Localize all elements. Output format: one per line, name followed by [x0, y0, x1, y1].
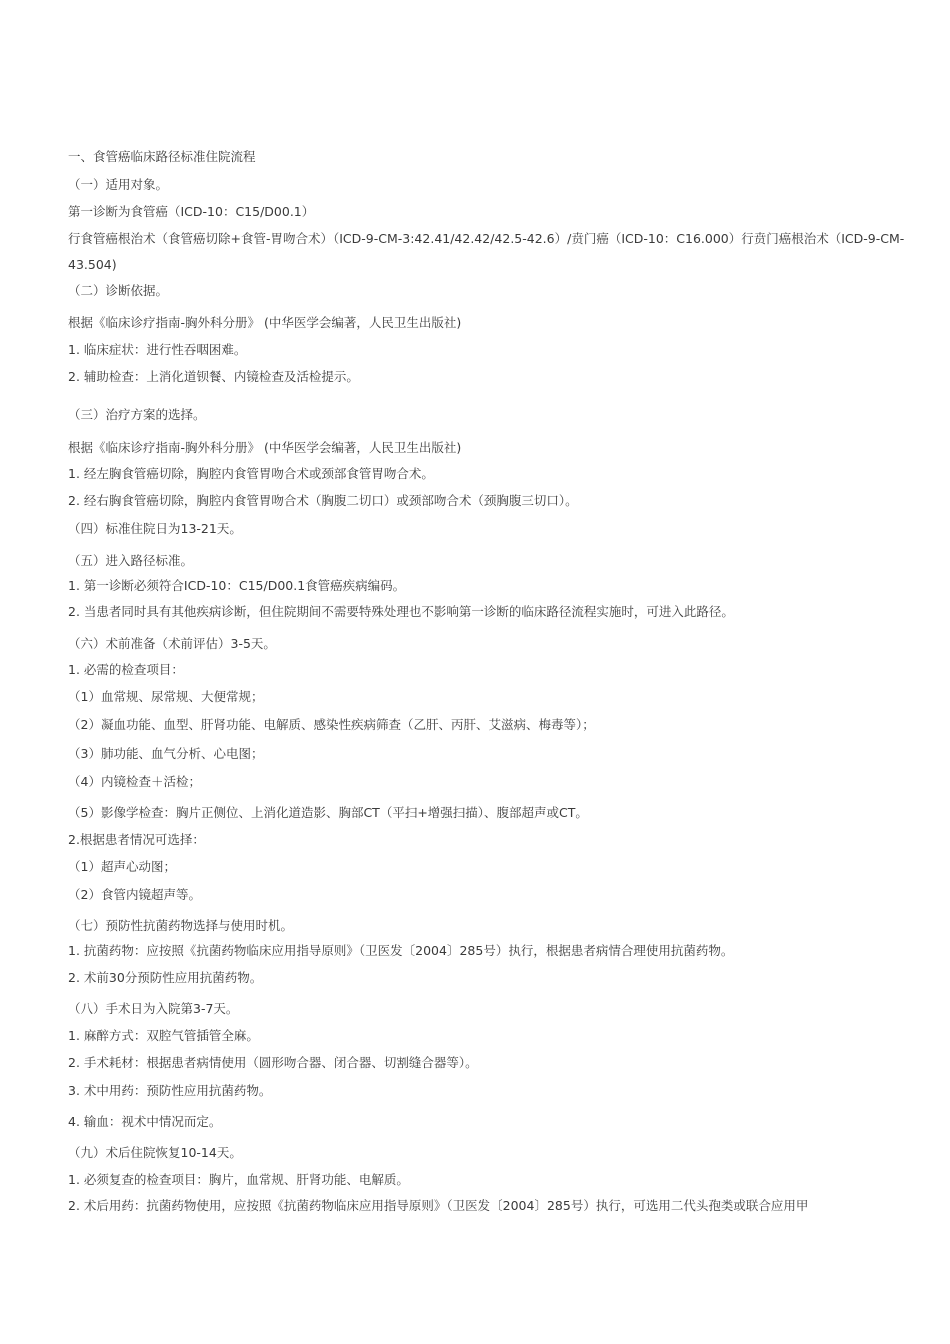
sub-list-item: （1）超声心动图； — [68, 859, 176, 874]
subsection-heading-3: （三）治疗方案的选择。 — [68, 407, 206, 422]
paragraph: 第一诊断为食管癌（ICD-10：C15/D00.1） — [68, 204, 315, 219]
subsection-heading-4: （四）标准住院日为13-21天。 — [68, 521, 242, 536]
list-item: 4. 输血：视术中情况而定。 — [68, 1114, 222, 1129]
sub-list-item: （5）影像学检查：胸片正侧位、上消化道造影、胸部CT（平扫+增强扫描）、腹部超声或CT。 — [68, 805, 588, 820]
section-heading: 一、食管癌临床路径标准住院流程 — [68, 149, 256, 164]
sub-list-item: （3）肺功能、血气分析、心电图； — [68, 746, 264, 761]
list-item: 1. 必须复查的检查项目：胸片，血常规、肝肾功能、电解质。 — [68, 1172, 409, 1187]
sub-list-item: （2）凝血功能、血型、肝肾功能、电解质、感染性疾病筛查（乙肝、丙肝、艾滋病、梅毒等）； — [68, 717, 595, 732]
list-item: 1. 必需的检查项目： — [68, 662, 184, 677]
paragraph: 根据《临床诊疗指南-胸外科分册》 (中华医学会编著，人民卫生出版社) — [68, 315, 462, 330]
list-item: 2. 手术耗材：根据患者病情使用（圆形吻合器、闭合器、切割缝合器等）。 — [68, 1055, 478, 1070]
list-item: 3. 术中用药：预防性应用抗菌药物。 — [68, 1083, 272, 1098]
list-item: 1. 抗菌药物：应按照《抗菌药物临床应用指导原则》（卫医发〔2004〕285号）执行，根据患者病情合理使用抗菌药物。 — [68, 943, 734, 958]
list-item: 2. 当患者同时具有其他疾病诊断，但住院期间不需要特殊处理也不影响第一诊断的临床路径流程实施时，可进入此路径。 — [68, 604, 734, 619]
list-item: 1. 经左胸食管癌切除，胸腔内食管胃吻合术或颈部食管胃吻合术。 — [68, 466, 434, 481]
subsection-heading-9: （九）术后住院恢复10-14天。 — [68, 1145, 242, 1160]
subsection-heading-5: （五）进入路径标准。 — [68, 553, 194, 568]
subsection-heading-2: （二）诊断依据。 — [68, 283, 169, 298]
list-item: 1. 临床症状：进行性吞咽困难。 — [68, 342, 247, 357]
sub-list-item: （2）食管内镜超声等。 — [68, 887, 201, 902]
list-item: 2.根据患者情况可选择： — [68, 832, 205, 847]
sub-list-item: （1）血常规、尿常规、大便常规； — [68, 689, 264, 704]
sub-list-item: （4）内镜检查＋活检； — [68, 774, 201, 789]
subsection-heading-8: （八）手术日为入院第3-7天。 — [68, 1001, 239, 1016]
list-item: 2. 辅助检查：上消化道钡餐、内镜检查及活检提示。 — [68, 369, 359, 384]
paragraph-wrapped: 行食管癌根治术（食管癌切除+食管-胃吻合术）（ICD-9-CM-3:42.41/42.42/42.5-42.6）/贲门癌（ICD-10：C16.000）行贲门癌根治术（ICD-9-CM-43.504) — [68, 231, 905, 272]
list-item: 1. 第一诊断必须符合ICD-10：C15/D00.1食管癌疾病编码。 — [68, 578, 406, 593]
list-item: 2. 术后用药：抗菌药物使用，应按照《抗菌药物临床应用指导原则》（卫医发〔2004〕285号）执行，可选用二代头孢类或联合应用甲 — [68, 1198, 809, 1213]
subsection-heading-1: （一）适用对象。 — [68, 177, 169, 192]
list-item: 2. 经右胸食管癌切除，胸腔内食管胃吻合术（胸腹二切口）或颈部吻合术（颈胸腹三切口）。 — [68, 493, 578, 508]
list-item: 1. 麻醉方式：双腔气管插管全麻。 — [68, 1028, 259, 1043]
paragraph: 根据《临床诊疗指南-胸外科分册》 (中华医学会编著，人民卫生出版社) — [68, 440, 462, 455]
list-item: 2. 术前30分预防性应用抗菌药物。 — [68, 970, 263, 985]
subsection-heading-7: （七）预防性抗菌药物选择与使用时机。 — [68, 918, 294, 933]
subsection-heading-6: （六）术前准备（术前评估）3-5天。 — [68, 636, 276, 651]
